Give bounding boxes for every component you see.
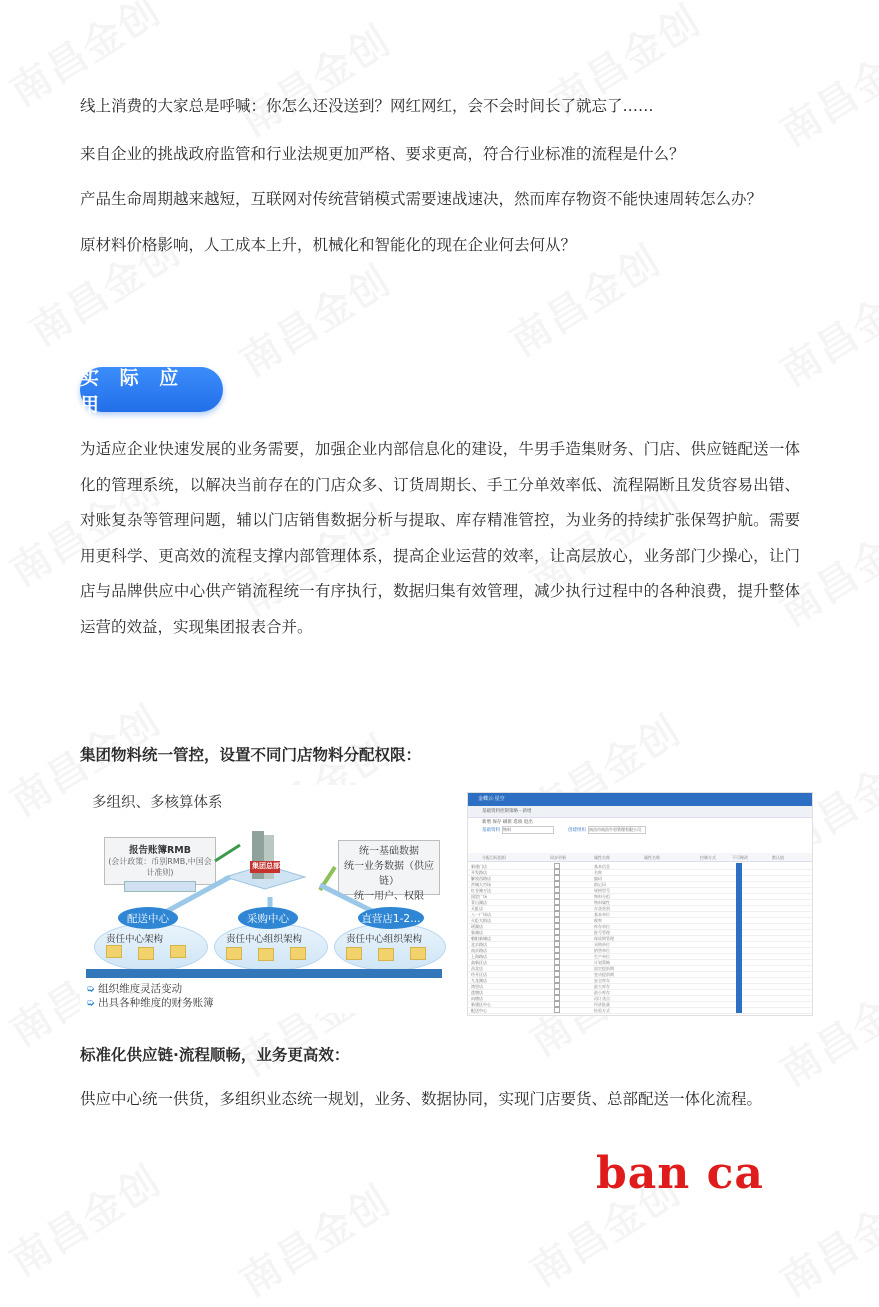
brand-logo: ban ca <box>596 1148 764 1199</box>
erp-left-cell: 湾里店 <box>471 984 483 989</box>
erp-left-cell: 北京路店 <box>471 942 487 947</box>
erp-right-cell: 检验方式 <box>594 1008 610 1013</box>
erp-right-cell: 固定提前期 <box>594 966 614 971</box>
erp-left-cell: 解放西路店 <box>471 876 491 881</box>
erp-left-cell: 开发路店 <box>471 870 487 875</box>
col-control: 控制方式 <box>700 855 716 860</box>
node-1-sub: 责任中心架构 <box>106 934 164 945</box>
erp-right-cell: 最大库存 <box>594 984 610 989</box>
erp-right-cell: 库存单位 <box>594 924 610 929</box>
erp-form-label: 基础资料 <box>482 828 500 833</box>
node-distribution: 配送中心 <box>118 907 178 929</box>
erp-right-cell: 再订货点 <box>594 996 610 1001</box>
watermark-text <box>768 260 879 397</box>
erp-title-bar: 金蝶云·星空 <box>468 793 812 806</box>
erp-right-cell: 经济批量 <box>594 1002 610 1007</box>
arrow-icon: ➭ <box>86 983 99 995</box>
erp-left-cell: 八一广场店 <box>471 912 491 917</box>
heading-material-control: 集团物料统一管控，设置不同门店物料分配权限： <box>80 746 422 764</box>
erp-left-cell: 洪城大市场 <box>471 882 491 887</box>
erp-left-cell: 高新区店 <box>471 960 487 965</box>
erp-right-cell: 助记码 <box>594 882 606 887</box>
erp-right-cell: 生产单位 <box>594 954 610 959</box>
cube <box>290 947 306 960</box>
report-box-subtitle: (会计政策：币别RMB,中国会计准则) <box>108 857 212 877</box>
body-paragraph: 为适应企业快速发展的业务需要，加强企业内部信息化的建设，牛男手造集财务、门店、供应链配送一体化的管理系统，以解决当前存在的门店众多、订货周期长、手工分单效率低、流程隔断且发货容易出错、对账复杂等管理问题，辅以门店销售数据分析与提取、库存精准管控，为业务的持续扩张保驾护航。需要用更科学、更高效的流程支撑内部管理体系，提高企业运营的效率，让高层放心，业务部门少操心，让门店与品牌供应中心供产销流程统一有序执行，数据归集有效管理，减少执行过程中的各种浪费，提升整体运营的效益，实现集团报表合并。 <box>80 440 800 636</box>
hq-label: 集团总部 <box>252 862 280 870</box>
erp-left-cell: 新建门店 <box>471 864 487 869</box>
diagram-arrows <box>80 785 448 1013</box>
cube <box>170 945 186 958</box>
info-line-1: 统一基础数据 <box>359 846 419 857</box>
erp-left-cell: 莲塘店 <box>471 990 483 995</box>
erp-right-cell: 保质期管理 <box>594 936 614 941</box>
node-stores: 直营店1-2… <box>358 907 424 929</box>
erp-left-cell: 象湖店 <box>471 930 483 935</box>
erp-left-cell: 朝阳新城店 <box>471 936 491 941</box>
col-sync: 同步更新 <box>550 855 566 860</box>
erp-right-cell: 最小库存 <box>594 990 610 995</box>
erp-left-cell: 天虹店 <box>471 906 483 911</box>
info-line-3: 统一用户、权限 <box>354 891 424 902</box>
intro-line-4: 原材料价格影响，人工成本上升，机械化和智能化的现在企业何去何从？ <box>80 236 577 254</box>
erp-left-cell: 南京路店 <box>471 948 487 953</box>
org-diagram <box>80 785 448 1013</box>
col-locked: 不可修改 <box>732 855 748 860</box>
cube <box>138 947 154 960</box>
erp-right-cell: 变动提前期 <box>594 972 614 977</box>
erp-right-cell: 税率 <box>594 918 602 923</box>
base-bar <box>86 969 442 978</box>
erp-org-value: 南昌市南昌牛男管理有限公司 <box>588 826 646 834</box>
erp-right-cell: 基本单位 <box>594 912 610 917</box>
cube <box>226 947 242 960</box>
erp-screenshot <box>467 792 813 1016</box>
arrow-icon: ➭ <box>86 997 99 1009</box>
erp-left-cell: 经开区店 <box>471 972 487 977</box>
erp-toolbar: 新增 保存 刷新 选项 退出 <box>482 820 533 825</box>
cube <box>410 947 426 960</box>
cube <box>378 948 394 961</box>
erp-left-cell: 瑶湖店 <box>471 924 483 929</box>
erp-right-cell: 物料分组 <box>594 894 610 899</box>
watermark-text <box>228 10 401 147</box>
info-line-2: 统一业务数据（供应链） <box>344 861 434 887</box>
watermark-text <box>768 20 879 157</box>
locked-checkbox[interactable] <box>736 1007 742 1013</box>
erp-left-cell: 向塘店 <box>471 996 483 1001</box>
node-purchasing: 采购中心 <box>238 907 298 929</box>
erp-right-cell: 存货类别 <box>594 906 610 911</box>
erp-right-cell: 规格型号 <box>594 888 610 893</box>
erp-right-cell: 计划策略 <box>594 960 610 965</box>
erp-tab: 基础资料控制策略 - 新增 <box>468 806 812 818</box>
final-line: 供应中心统一供货，多组织业态统一规划，业务、数据协同，实现门店要货、总部配送一体化流程。 <box>80 1090 763 1108</box>
erp-right-cell: 名称 <box>594 870 602 875</box>
cube <box>106 945 122 958</box>
erp-right-cell: 基本信息 <box>594 864 610 869</box>
intro-line-2: 来自企业的挑战政府监管和行业法规更加严格、要求更高，符合行业标准的流程是什么？ <box>80 145 685 163</box>
erp-right-cell: 物料属性 <box>594 900 610 905</box>
erp-left-cell: 火炬大街店 <box>471 918 491 923</box>
erp-right-cell: 采购单位 <box>594 942 610 947</box>
watermark-text <box>768 1170 879 1307</box>
diagram-bullet-1 <box>86 981 182 996</box>
erp-left-cell: 红谷滩万达 <box>471 888 491 893</box>
erp-row[interactable] <box>468 1007 812 1014</box>
erp-right-cell: 销售单位 <box>594 948 610 953</box>
col-default: 默认值 <box>772 855 784 860</box>
node-2-sub: 责任中心组织架构 <box>226 934 303 945</box>
erp-left-cell: 新建区中心 <box>471 1002 491 1007</box>
watermark-text <box>0 1150 170 1287</box>
cube <box>258 948 274 961</box>
watermark-text <box>228 1170 401 1307</box>
erp-org-label: 创建组织 <box>568 828 586 833</box>
report-box-title: 报告账簿RMB <box>128 845 191 856</box>
intro-line-3: 产品生命周期越来越短，互联网对传统营销模式需要速战速决，然而库存物资不能快速周转怎么办？ <box>80 190 763 208</box>
erp-right-cell: 安全库存 <box>594 978 610 983</box>
watermark-text <box>228 250 401 387</box>
erp-left-cell: 九龙湖店 <box>471 978 487 983</box>
erp-left-cell: 昌北店 <box>471 966 483 971</box>
erp-table-header <box>468 853 812 862</box>
erp-right-cell: 编码 <box>594 876 602 881</box>
col-attr: 属性名称 <box>594 855 610 860</box>
sync-checkbox[interactable] <box>554 1007 560 1013</box>
intro-line-1: 线上消费的大家总是呼喊：你怎么还没送到？网红网红，会不会时间长了就忘了…… <box>80 97 654 115</box>
heading-supply-chain: 标准化供应链·流程顺畅，业务更高效： <box>80 1046 350 1064</box>
cube <box>346 947 362 960</box>
col-attr-2: 属性名称 <box>644 855 660 860</box>
erp-right-cell: 批号管理 <box>594 930 610 935</box>
erp-left-cell: 国贸广场 <box>471 894 487 899</box>
erp-form-value: 物料 <box>502 826 554 834</box>
section-badge: 实 际 应 用 <box>80 367 223 412</box>
bullet-1-text: 组织维度灵活变动 <box>98 983 183 995</box>
diagram-title: 多组织、多核算体系 <box>92 795 223 811</box>
erp-left-cell: 配送中心 <box>471 1008 487 1013</box>
col-target-org: 分配目标组织 <box>482 855 506 860</box>
erp-left-cell: 青山湖店 <box>471 900 487 905</box>
erp-left-cell: 上海路店 <box>471 954 487 959</box>
node-3-sub: 责任中心组织架构 <box>346 934 423 945</box>
diagram-bullet-2 <box>86 995 214 1010</box>
bullet-2-text: 出具各种维度的财务账簿 <box>98 997 214 1009</box>
